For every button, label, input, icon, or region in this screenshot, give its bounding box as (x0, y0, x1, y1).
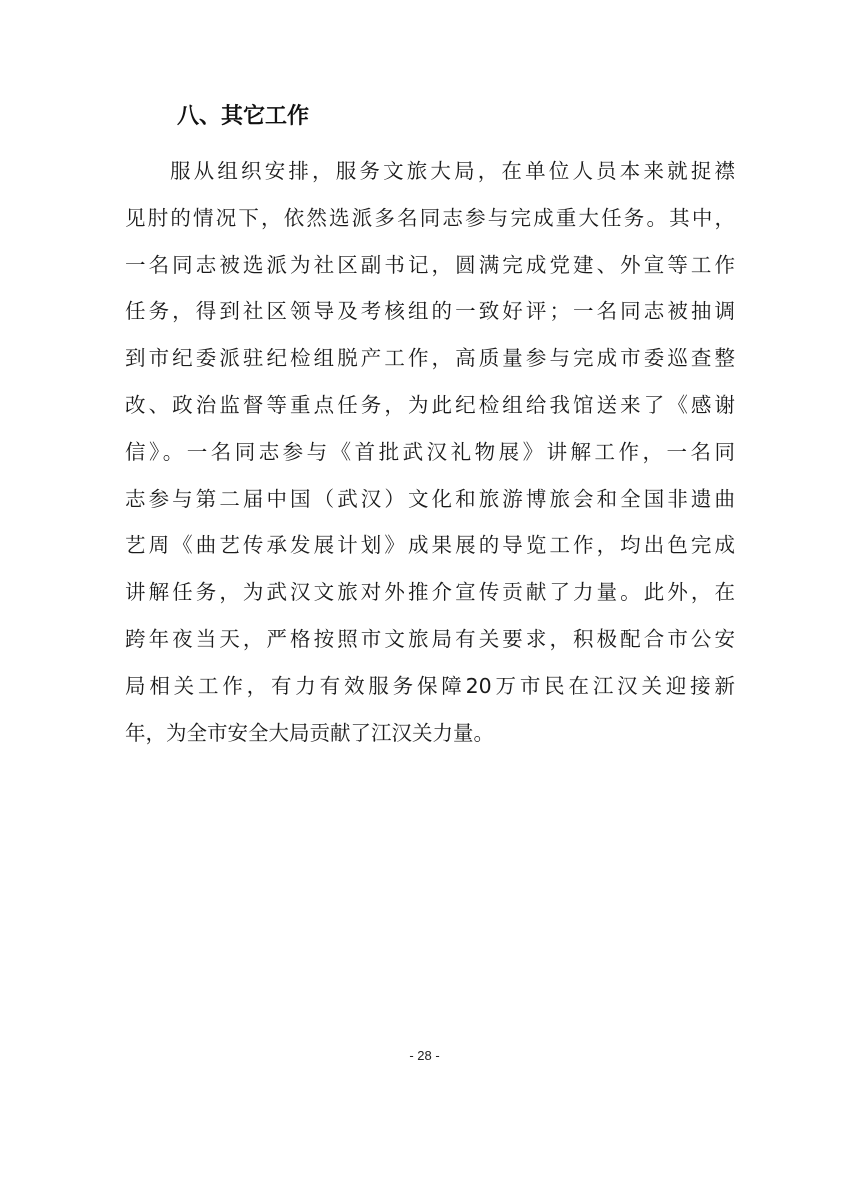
paragraph-line: 讲解任务，为武汉文旅对外推介宣传贡献了力量。此外，在 (125, 580, 735, 605)
paragraph-line: 志参与第二届中国（武汉）文化和旅游博旅会和全国非遗曲 (125, 486, 735, 511)
paragraph-line: 局相关工作，有力有效服务保障20万市民在江汉关迎接新 (125, 673, 735, 698)
paragraph-line: 艺周《曲艺传承发展计划》成果展的导览工作，均出色完成 (125, 533, 735, 558)
page-number: - 28 - (409, 1048, 440, 1063)
paragraph-line: 见肘的情况下，依然选派多名同志参与完成重大任务。其中， (125, 205, 735, 230)
paragraph-line: 跨年夜当天，严格按照市文旅局有关要求，积极配合市公安 (125, 626, 735, 651)
body-paragraph (125, 148, 735, 756)
paragraph-line: 一名同志被选派为社区副书记，圆满完成党建、外宣等工作 (125, 252, 735, 277)
paragraph-line: 信》。一名同志参与《首批武汉礼物展》讲解工作，一名同 (125, 439, 735, 464)
paragraph-line: 年，为全市安全大局贡献了江汉关力量。 (125, 720, 494, 745)
paragraph-line: 任务，得到社区领导及考核组的一致好评；一名同志被抽调 (125, 299, 735, 324)
paragraph-line: 到市纪委派驻纪检组脱产工作，高质量参与完成市委巡查整 (125, 346, 735, 371)
section-heading: 八、其它工作 (177, 104, 310, 129)
paragraph-line: 服从组织安排，服务文旅大局，在单位人员本来就捉襟 (170, 159, 735, 183)
paragraph-line: 改、政治监督等重点任务，为此纪检组给我馆送来了《感谢 (125, 392, 735, 417)
